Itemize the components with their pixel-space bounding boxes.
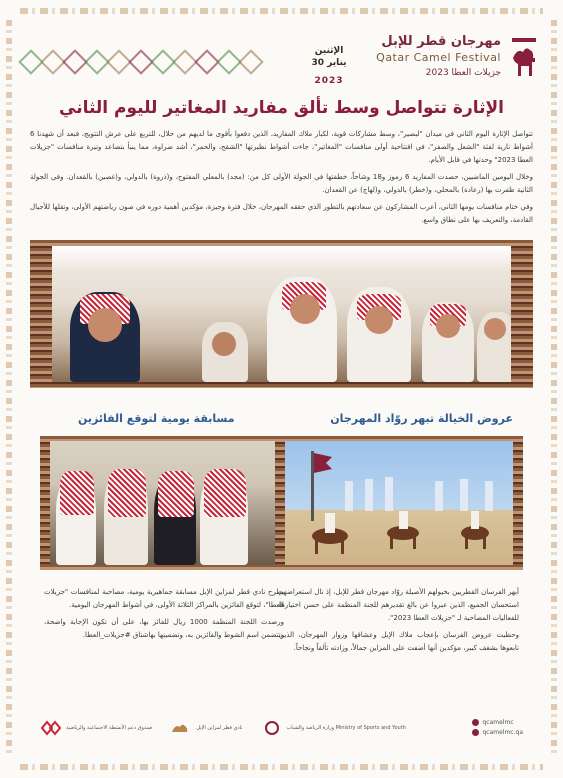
fund-logo-text: صندوق دعم الأنشطة الاجتماعية والرياضية [66,724,153,731]
globe-icon [472,729,479,736]
section-title-daily-contest: مسابقة يومية لتوقع الفائزين [78,412,235,425]
fund-logo [40,720,152,736]
brand-english: Qatar Camel Festival [376,51,501,64]
festival-brand [351,34,501,78]
ministry-logo-text: وزارة الرياضة والشباب Ministry of Sports and Youth [286,724,406,731]
horse-riders-illustration [285,441,513,565]
intro-paragraph: وخلال اليومين الماضيين، حصدت المفاريد 6 رموز و18 وشاحاً، خطفتها في الجولة الأولى كل من: (مجد) بالمعلي المفتوح، و(ذروة) بالدولي، و(غصين) بالقعدان. وفي الجولة الثانية ظفرت بها (رعادة) بالمحلي، و(خطر) بالدولي، و(لهاج) عن القعدان. [30,173,533,194]
top-ornament-border [20,8,543,14]
brand-arabic: مهرجان قطر للإبل [381,34,501,49]
instagram-icon [472,719,479,726]
horse-show-article [279,586,519,659]
club-logo-text: نادي قطر لمزاين الإبل [196,724,243,731]
brand-subtitle: جزيلات العطا 2023 [425,68,501,78]
club-logo [170,720,242,736]
section-title-horse-show: عروض الخيالة تبهر روّاد المهرجان [330,412,513,425]
header [22,30,541,90]
website-link[interactable]: qcamelmc.qa [472,728,523,738]
article-paragraph: وحظيت عروض الفرسان بإعجاب ملاك الإبل وعشاقها وزوار المهرجان، الذين تابعوها بشغف كبير، مؤكدين أنها أضفت على المزاين جمالاً، وزادته تألقاً ونجاحاً. [279,631,519,652]
main-photo [52,246,511,382]
camel-club-icon [170,720,192,736]
article-paragraph: أبهر الفرسان القطريين بخيولهم الأصيلة روّاد مهرجان قطر للإبل، إذ نال استعراضهم استحسان الجميع، الذين عبروا عن بالغ تقديرهم للجنة المنظمة على حسن اختيارها للفعاليات المصاحبة لـ "جزيلات العطا 2023". [279,588,519,622]
fund-logo-icon [40,720,62,736]
contest-photo [50,441,278,565]
intro-paragraph: تتواصل الإثارة اليوم الثاني في ميدان "لبصير"، وسط مشاركات قوية، لكبار ملاك المفاريد، الذين دفعوا بأقوى ما لديهم من حلال، للتربع على عرش التتويج، فبعد أن شهدنا 6 أشواط نارية لفئة "الشعل والصفر"، في افتتاحية أولى منافسات "المغاتير"، جاءت أشواط نظيرتها "الشقح، والحمر"، أشد ضراوة، مما ينبأ بتصاعد وتيرة منافسات "جزيلات العطا 2023" وحدتها في قابل الأيام. [30,130,533,164]
horse-show-photo-frame [275,436,523,570]
date-date: 30 يناير [311,58,347,68]
main-photo-frame [30,240,533,388]
ornament-pattern [22,42,272,82]
article-paragraph: ورصدت اللجنة المنظمة 1000 ريال للفائز بها، على أن تكون الإجابة واضحة، وتتضمن اسم الشوط والفائزين به، وتضمينها بهاشتاق #جزيلات_العطا. [44,618,284,639]
date-day: الإثنين [314,46,344,56]
article-paragraph: يطرح نادي قطر لمزاين الإبل مسابقة جماهيرية يومية، مصاحبة لمنافسات "جزيلات العطا"، لتوقع الفائزين بالمراكز الثلاثة الأولى، في أشواط المهرجان اليومية. [44,588,284,609]
right-ornament-border [551,20,557,758]
intro-article [30,128,533,231]
camel-logo-icon [509,36,539,78]
ministry-emblem-icon [261,720,283,736]
contest-photo-frame [40,436,288,570]
page-title: الإثارة تتواصل وسط تألق مفاريد المغاتير لليوم الثاني [59,98,504,118]
sponsor-logos [40,720,406,736]
ministry-logo [261,720,406,736]
social-handle[interactable]: qcamelmc [472,718,523,728]
social-links [472,718,523,738]
horse-show-photo [285,441,513,565]
footer [40,708,523,748]
intro-paragraph: وفي ختام منافسات يومها الثاني، أعرب المشاركون عن سعادتهم بالتطور الذي حققه المهرجان، خلال فترة وجيزة، مؤكدين أهمية دوره في صون رياضتهم الأولى، ونقلها للأجيال القادمة، والتعريف بها على نطاق واسع. [30,203,533,224]
daily-contest-article [44,586,284,646]
left-ornament-border [6,20,12,758]
bottom-ornament-border [20,764,543,770]
date-year: 2023 [314,76,344,86]
